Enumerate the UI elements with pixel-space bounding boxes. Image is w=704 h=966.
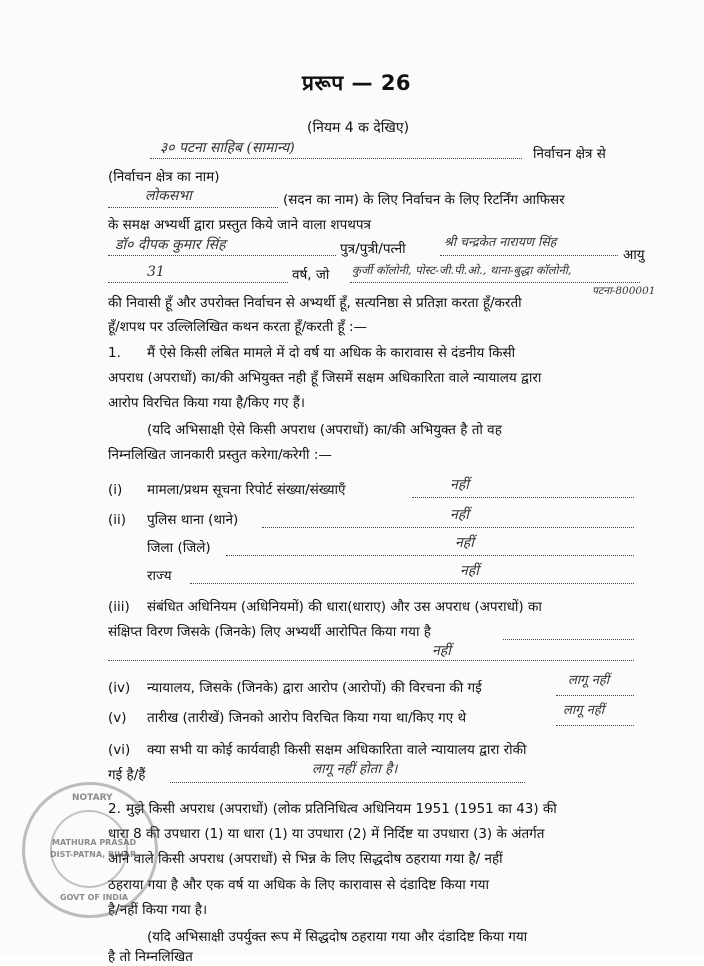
item-iv-answer: लागू नहीं [568, 673, 610, 688]
constituency-sublabel: (निर्वाचन क्षेत्र का नाम) [108, 169, 220, 185]
oath-line-2: हूँ/शपथ पर उल्लिलिखित कथन करता हूँ/करती हूँ :— [108, 319, 368, 335]
section-2-line-2: धारा 8 की उपधारा (1) या धारा (1) या उपधारा (2) में निर्दिष्ट या उपधारा (3) के अंतर्गत [108, 826, 545, 842]
form-subtitle: (नियम 4 क देखिए) [307, 120, 410, 136]
item-ii-district-label: जिला (जिले) [147, 540, 211, 556]
item-vi-answer: लागू नहीं होता है। [312, 761, 398, 777]
item-ii-district-answer: नहीं [455, 535, 474, 551]
item-iii-line-2: संक्षिप्त विरण जिसके (जिनके) लिए अभ्यर्थी आरोपित किया गया है [108, 624, 431, 640]
item-v-answer: लागू नहीं [563, 703, 605, 718]
house-handwritten: लोकसभा [145, 188, 192, 204]
stamp-text-district: DIST-PATNA, BIHAR [50, 850, 137, 859]
section-1-line-3: आरोप विरचित किया गया है/किए गए हैं। [108, 395, 306, 411]
constituency-dotted-line [150, 158, 522, 159]
notary-stamp-inner-ring [50, 810, 128, 888]
section-2-line-1: मुझे किसी अपराध (अपराधों) (लोक प्रतिनिधित्व अधिनियम 1951 (1951 का 43) की [126, 801, 557, 817]
constituency-label: निर्वाचन क्षेत्र से [533, 146, 606, 162]
item-vi-line-1: क्या सभी या कोई कार्यवाही किसी सक्षम अधिकारिता वाले न्यायालय द्वारा रोकी [147, 742, 527, 758]
age-line [108, 282, 288, 283]
section-2-line-4: ठहराया गया है और एक वर्ष या अधिक के लिए कारावास से दंडादिष्ट किया गया [108, 877, 489, 893]
candidate-address-cont: पटना-800001 [592, 285, 656, 297]
item-ii-state-answer: नहीं [460, 563, 479, 579]
item-ii-state-label: राज्य [147, 568, 172, 584]
stamp-text-name: MATHURA PRASAD [52, 838, 137, 847]
item-iii-number: (iii) [108, 599, 130, 615]
item-iv-line [556, 695, 634, 696]
item-vi-line-2: गई है/हैं [108, 767, 146, 783]
item-ii-state-line [190, 583, 634, 584]
father-name: श्री चन्द्रकेत नारायण सिंह [444, 234, 557, 249]
item-i-number: (i) [108, 482, 123, 498]
house-dotted-line [108, 207, 278, 208]
item-vi-line [170, 782, 525, 783]
item-iii-line-1: संबंधित अधिनियम (अधिनियमों) की धारा(धाराए) और उस अपराध (अपराधों) का [147, 599, 542, 615]
form-title: प्ररूप — 26 [302, 71, 412, 95]
item-iv-number: (iv) [108, 680, 131, 696]
section-2-line-3: आने वाले किसी अपराध (अपराधों) से भिन्न के लिए सिद्धदोष ठहराया गया है/ नहीं [108, 851, 503, 867]
age-label: आयु [623, 247, 645, 263]
candidate-name: डॉ० दीपक कुमार सिंह [115, 237, 226, 253]
item-v-number: (v) [108, 710, 127, 726]
item-iii-line-b [108, 660, 634, 661]
item-iii-line-a [503, 639, 634, 640]
item-i-line [412, 497, 634, 498]
section-2-line-5: है/नहीं किया गया है। [108, 902, 208, 918]
section-2-note: (यदि अभिसाक्षी उपर्युक्त रूप में सिद्धदोष ठहराया गया और दंडादिष्ट किया गया [147, 929, 528, 945]
item-v-line [556, 725, 634, 726]
stamp-text-top: NOTARY [72, 793, 113, 803]
item-iv-label: न्यायालय, जिसके (जिनके) द्वारा आरोप (आरोपों) की विरचना की गई [147, 680, 482, 696]
constituency-handwritten: ३० पटना साहिब (सामान्य) [160, 140, 295, 156]
father-name-line [440, 255, 618, 256]
item-vi-number: (vi) [108, 742, 131, 758]
item-iii-answer: नहीं [432, 643, 451, 659]
section-1-note-1: (यदि अभिसाक्षी ऐसे किसी अपराध (अपराधों) का/की अभियुक्त है तो वह [147, 422, 502, 438]
oath-line-1: की निवासी हूँ और उपरोक्त निर्वाचन से अभ्यर्थी हूँ, सत्यनिष्ठा से प्रतिज्ञा करता हूँ/करती [108, 295, 522, 311]
item-ii-answer: नहीं [450, 507, 469, 523]
item-ii-number: (ii) [108, 512, 127, 528]
stamp-text-bottom: GOVT OF INDIA [60, 893, 129, 902]
item-ii-line [262, 527, 634, 528]
section-1-line-1: मैं ऐसे किसी लंबित मामले में दो वर्ष या अधिक के कारावास से दंडनीय किसी [147, 345, 516, 361]
item-ii-label: पुलिस थाना (थाने) [147, 512, 239, 528]
candidate-address: कुर्जी कॉलोनी, पोस्ट-जी.पी.ओ., थाना-बुद्धा कॉलोनी, [352, 263, 572, 277]
section-2-note-2: है तो निम्नलिखित [108, 949, 193, 965]
section-1-number: 1. [108, 345, 121, 361]
item-v-label: तारीख (तारीखें) जिनको आरोप विरचित किया गया था/किए गए थे [147, 710, 467, 726]
relation-label: पुत्र/पुत्री/पत्नी [340, 241, 406, 257]
candidate-age: 31 [147, 264, 165, 280]
item-i-answer: नहीं [450, 477, 469, 493]
section-1-note-2: निम्नलिखित जानकारी प्रस्तुत करेगा/करेगी :— [108, 447, 332, 463]
section-2-number: 2. [108, 801, 121, 817]
item-i-label: मामला/प्रथम सूचना रिपोर्ट संख्या/संख्याएँ [147, 482, 346, 498]
candidate-name-line [108, 255, 336, 256]
years-label: वर्ष, जो [292, 267, 330, 283]
section-1-line-2: अपराध (अपराधों) का/की अभियुक्त नही हूँ जिसमें सक्षम अधिकारिता वाले न्यायालय द्वारा [108, 370, 542, 386]
item-ii-district-line [226, 555, 634, 556]
intro-line: के समक्ष अभ्यर्थी द्वारा प्रस्तुत किये जाने वाला शपथपत्र [108, 217, 372, 233]
house-text: (सदन का नाम) के लिए निर्वाचन के लिए रिटर्निंग आफिसर [283, 192, 565, 208]
